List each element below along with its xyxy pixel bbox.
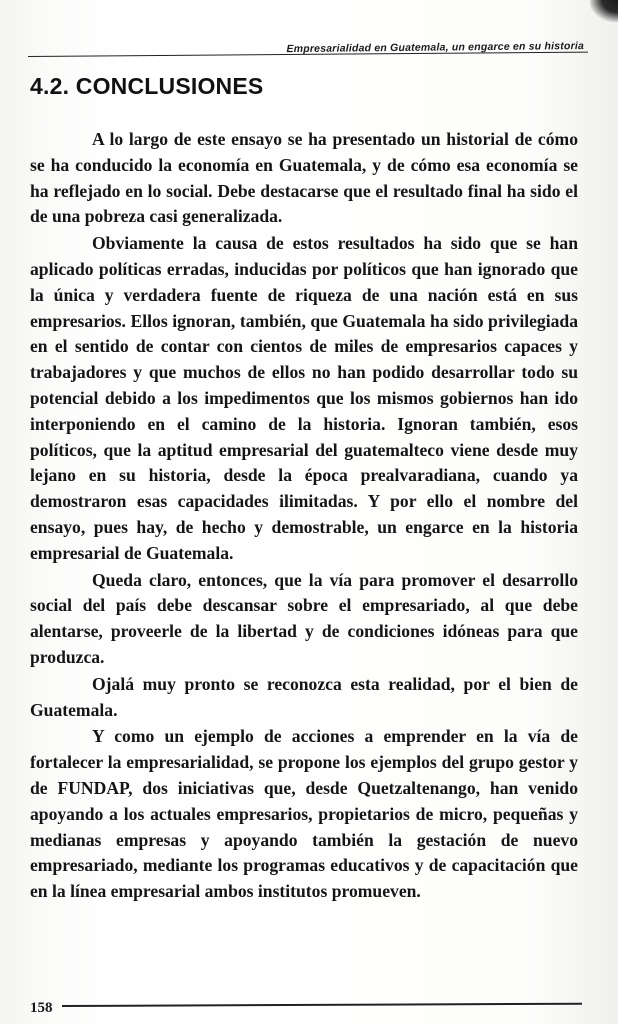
body-text — [30, 127, 578, 905]
footer-rule — [62, 1003, 582, 1007]
running-header: Empresarialidad en Guatemala, un engarce en su historia — [286, 40, 585, 56]
paragraph: A lo largo de este ensayo se ha presentado un historial de cómo se ha conducido la economía en Guatemala, y de cómo esa economía se ha reflejado en lo social. Debe destacarse que el resultado final ha sido el de una pobreza casi generalizada. — [30, 129, 578, 227]
page-corner-shadow — [590, 0, 618, 22]
paragraph: Obviamente la causa de estos resultados ha sido que se han aplicado políticas erradas, inducidas por políticos que han ignorado que la única y verdadera fuente de riqueza de una nación está en sus empresarios. Ellos ignoran, también, que Guatemala ha sido privilegiada en el sentido de contar con cientos de miles de empresarios capaces y trabajadores y que muchos de ellos no han podido desarrollar todo su potencial debido a los impedimentos que los mismos gobiernos han ido interponiendo en el camino de la historia. Ignoran también, esos políticos, que la aptitud empresarial del guatemalteco viene desde muy lejano en su historia, desde la época prealvaradiana, cuando ya demostraron esas capacidades ilimitadas. Y por ello el nombre del ensayo, pues hay, de hecho y demostrable, un engarce en la historia empresarial de Guatemala. — [30, 233, 578, 563]
paragraph: Y como un ejemplo de acciones a emprender en la vía de fortalecer la empresarialidad, se propone los ejemplos del grupo gestor y de FUNDAP, dos iniciativas que, desde Quetzaltenango, han venido apoyando a los actuales empresarios, propietarios de micro, pequeñas y medianas empresas y apoyando también la gestación de nuevo empresariado, mediante los programas educativos y de capacitación que en la línea empresarial ambos institutos promueven. — [30, 726, 578, 902]
page-number: 158 — [30, 1000, 53, 1016]
paragraph: Queda claro, entonces, que la vía para promover el desarrollo social del país debe descansar sobre el empresariado, al que debe alentarse, proveerle de la libertad y de condiciones idóneas para que produzca. — [30, 569, 578, 667]
section-title: 4.2. CONCLUSIONES — [30, 73, 264, 99]
paragraph: Ojalá muy pronto se reconozca esta realidad, por el bien de Guatemala. — [30, 673, 578, 720]
